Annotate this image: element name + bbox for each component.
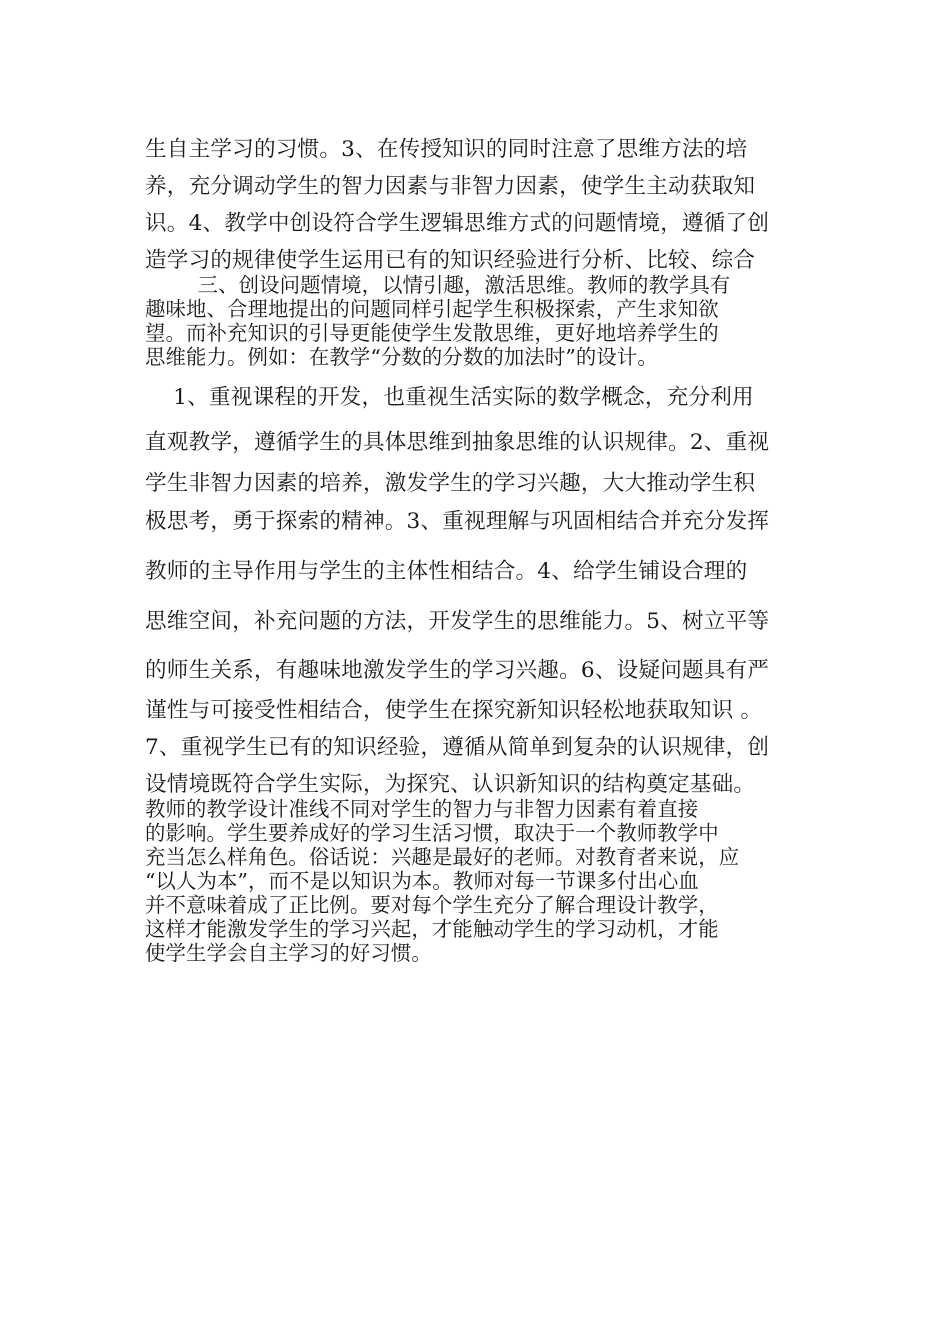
text-line: 生自主学习的习惯。3、在传授知识的同时注意了思维方法的培: [145, 137, 748, 162]
text-line: 学生非智力因素的培养，激发学生的学习兴趣，大大推动学生积: [145, 471, 756, 496]
text-line: 1、重视课程的开发，也重视生活实际的数学概念，充分利用: [145, 385, 754, 410]
text-line: 教师的主导作用与学生的主体性相结合。4、给学生铺设合理的: [145, 559, 748, 584]
text-line: 谨性与可接受性相结合，使学生在探究新知识轻松地获取知识 。: [145, 698, 763, 723]
text-line: 直观教学，遵循学生的具体思维到抽象思维的认识规律。2、重视: [145, 430, 770, 455]
text-line: 设情境既符合学生实际，为探究、认识新知识的结构奠定基础。: [145, 772, 756, 797]
text-line: 的师生关系，有趣味地激发学生的学习兴趣。6、设疑问题具有严: [145, 658, 770, 683]
text-line: 使学生学会自主学习的好习惯。: [145, 941, 432, 965]
text-line: 7、重视学生已有的知识经验，遵循从简单到复杂的认识规律，创: [145, 735, 770, 760]
text-line: “以人为本”，而不是以知识为本。教师对每一节课多付出心血: [145, 869, 699, 893]
text-line: 养，充分调动学生的智力因素与非智力因素，使学生主动获取知: [145, 174, 756, 199]
text-line: 充当怎么样角色。俗话说：兴趣是最好的老师。对教育者来说，应: [145, 845, 740, 869]
text-line: 思维空间，补充问题的方法，开发学生的思维能力。5、树立平等: [145, 609, 770, 634]
text-line: 这样才能激发学生的学习兴起，才能触动学生的学习动机，才能: [145, 917, 719, 941]
text-line: 并不意味着成了正比例。要对每个学生充分了解合理设计教学，: [145, 893, 719, 917]
text-line: 的影响。学生要养成好的学习生活习惯，取决于一个教师教学中: [145, 821, 719, 845]
text-line: 识。4、教学中创设符合学生逻辑思维方式的问题情境，遵循了创: [145, 211, 770, 236]
text-line: 造学习的规律使学生运用已有的知识经验进行分析、比较、综合: [145, 248, 756, 273]
text-line: 思维能力。例如：在教学“分数的分数的加法时”的设计。: [145, 345, 658, 369]
text-line: 极思考，勇于探索的精神。3、重视理解与巩固相结合并充分发挥: [145, 509, 770, 534]
text-line: 三、创设问题情境，以情引趣，激活思维。教师的教学具有: [145, 273, 731, 297]
text-line: 教师的教学设计准线不同对学生的智力与非智力因素有着直接: [145, 797, 699, 821]
text-line: 趣味地、合理地提出的问题同样引起学生积极探索，产生求知欲: [145, 297, 719, 321]
text-line: 望。而补充知识的引导更能使学生发散思维，更好地培养学生的: [145, 321, 719, 345]
